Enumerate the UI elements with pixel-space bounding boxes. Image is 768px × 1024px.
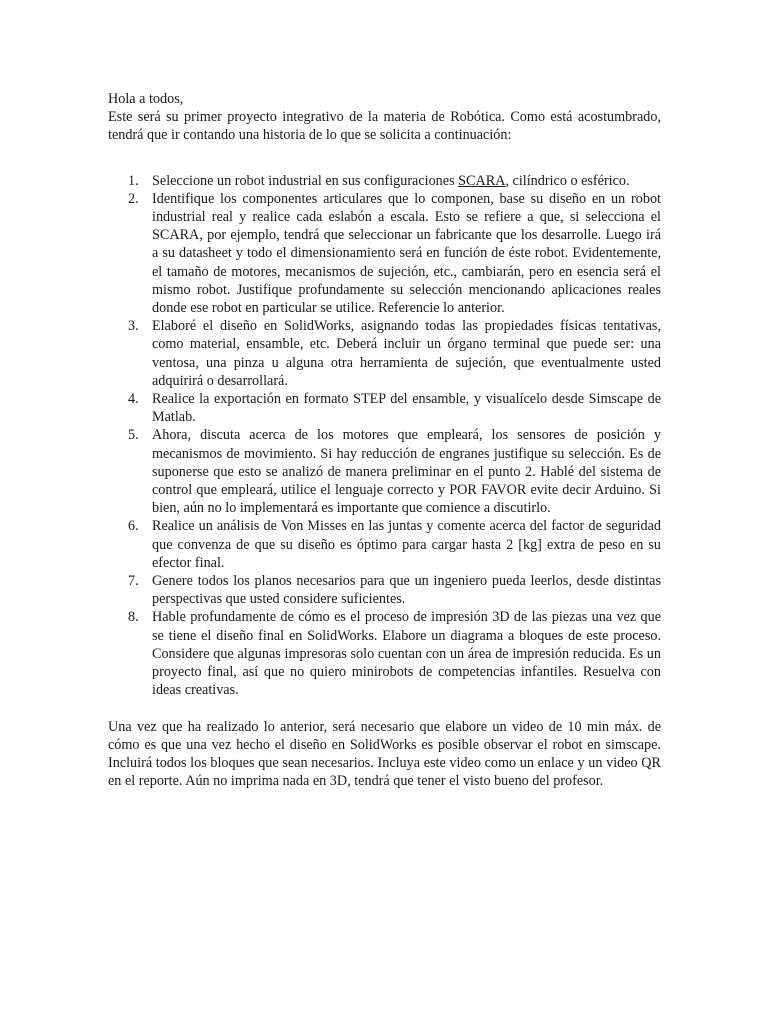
task-number: 7. xyxy=(128,573,139,590)
greeting-line: Hola a todos, xyxy=(108,91,184,107)
task-number: 3. xyxy=(128,318,139,335)
task-number: 4. xyxy=(128,391,139,408)
task-item-1 xyxy=(108,172,661,190)
scara-underlined-term: SCARA xyxy=(458,172,506,189)
task-number: 6. xyxy=(128,518,139,535)
task-number: 5. xyxy=(128,427,139,444)
document-page xyxy=(108,90,661,790)
task-text-part: , cilíndrico o esférico. xyxy=(505,172,630,189)
task-item-8 xyxy=(108,608,661,699)
task-text: Hable profundamente de cómo es el proceso de impresión 3D de las piezas una vez que se tiene el diseño final en SolidWorks. Elabore un diagrama a bloques de este proceso. Considere que algunas impresoras solo cuentan con un área de impresión reducida. Es un proyecto final, así que no quiero minirobots de competencias infantiles. Resuelva con ideas creativas. xyxy=(152,609,661,699)
task-item-6 xyxy=(108,517,661,572)
task-text: Elaboré el diseño en SolidWorks, asignando todas las propiedades físicas tentativas, como material, ensamble, etc. Deberá incluir un órgano terminal que puede ser: una ventosa, una pinza u alguna otra herramienta de sujeción, que eventualmente usted adquirirá o desarrollará. xyxy=(152,318,661,389)
task-list xyxy=(108,172,661,700)
task-item-7 xyxy=(108,572,661,608)
task-item-5 xyxy=(108,426,661,517)
task-item-4 xyxy=(108,390,661,426)
task-item-2 xyxy=(108,190,661,317)
task-number: 2. xyxy=(128,190,139,207)
task-text: Ahora, discuta acerca de los motores que empleará, los sensores de posición y mecanismos de movimiento. Si hay reducción de engranes justifique su selección. Es de suponerse que esto se analizó de manera preliminar en el punto 2. Hablé del sistema de control que empleará, utilice el lenguaje correcto y POR FAVOR evite decir Arduino. Si bien, aún no lo implementará es importante que comience a discutirlo. xyxy=(152,427,661,517)
task-number: 1. xyxy=(128,172,139,189)
task-text: Realice la exportación en formato STEP del ensamble, y visualícelo desde Simscape de Matlab. xyxy=(152,391,661,426)
task-text: Identifique los componentes articulares que lo componen, base su diseño en un robot industrial real y realice cada eslabón a escala. Esto se refiere a que, si selecciona el SCARA, por ejemplo, tendrá que seleccionar un fabricante que los desarrolle. Luego irá a su datasheet y todo el dimensionamiento será en función de éste robot. Evidentemente, el tamaño de motores, mecanismos de sujeción, etc., cambiarán, pero en esencia será el mismo robot. Justifique profundamente su selección mencionando aplicaciones reales donde ese robot en particular se utilice. Referencie lo anterior. xyxy=(152,190,661,317)
closing-paragraph: Una vez que ha realizado lo anterior, será necesario que elabore un video de 10 min máx. de cómo es que una vez hecho el diseño en SolidWorks es posible observar el robot en simscape. Incluirá todos los bloques que sean necesarios. Incluya este video como un enlace y un video QR en el reporte. Aún no imprima nada en 3D, tendrá que tener el visto bueno del profesor. xyxy=(108,718,661,790)
task-text-part: Seleccione un robot industrial en sus configuraciones xyxy=(152,172,459,189)
task-number: 8. xyxy=(128,609,139,626)
task-text: Realice un análisis de Von Misses en las juntas y comente acerca del factor de seguridad que convenza de que su diseño es óptimo para cargar hasta 2 [kg] extra de peso en su efector final. xyxy=(152,518,661,571)
intro-paragraph: Este será su primer proyecto integrativo de la materia de Robótica. Como está acostumbrado, tendrá que ir contando una historia de lo que se solicita a continuación: xyxy=(108,109,661,144)
task-text: Genere todos los planos necesarios para que un ingeniero pueda leerlos, desde distintas perspectivas que usted considere suficientes. xyxy=(152,573,661,608)
task-item-3 xyxy=(108,317,661,390)
task-text xyxy=(152,173,630,189)
